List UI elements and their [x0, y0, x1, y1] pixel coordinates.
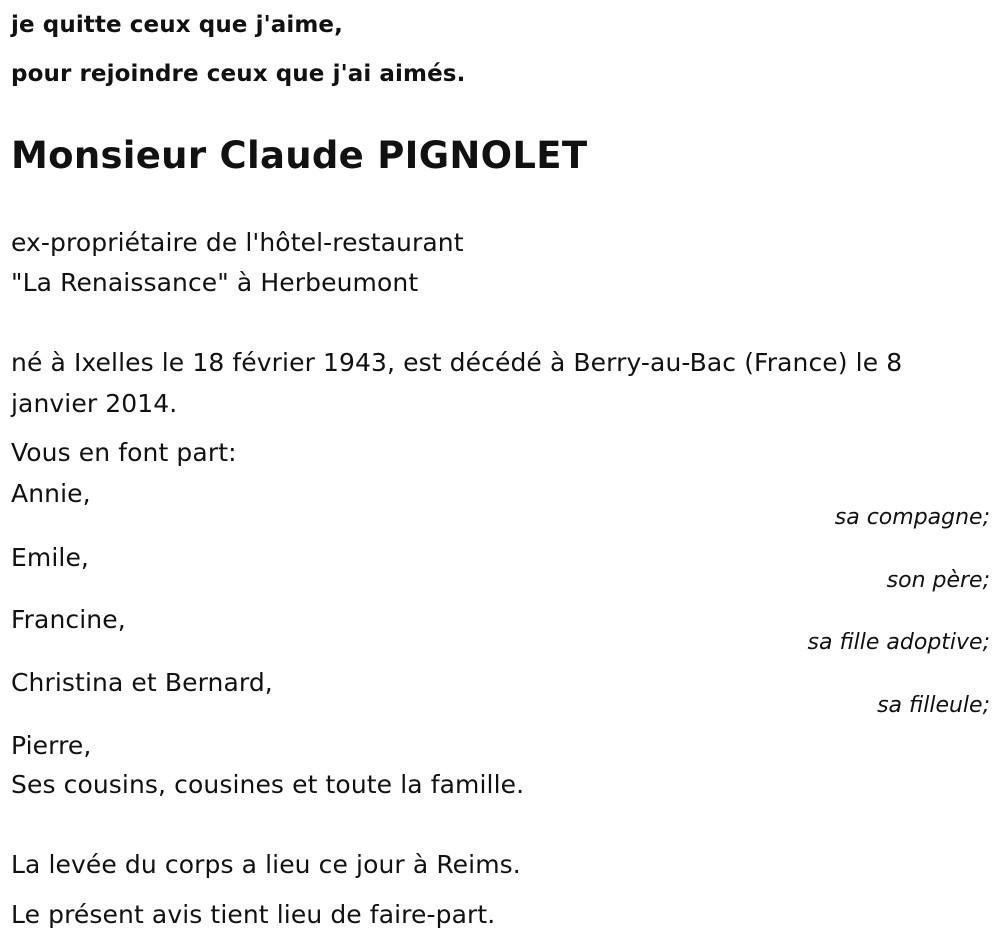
relative-name: Francine, — [11, 605, 126, 634]
family-line: Ses cousins, cousines et toute la famille. — [11, 770, 525, 799]
relative-relation: sa compagne; — [834, 505, 990, 530]
relative-relation: sa fille adoptive; — [807, 630, 990, 655]
relative-name: Christina et Bernard, — [11, 668, 273, 697]
role-line-1: ex-propriétaire de l'hôtel-restaurant — [11, 228, 464, 257]
relative-name: Emile, — [11, 543, 89, 572]
relative-name: Annie, — [11, 479, 91, 508]
birth-death-line-2: janvier 2014. — [11, 389, 178, 418]
relative-relation: sa filleule; — [877, 693, 990, 718]
deceased-name: Monsieur Claude PIGNOLET — [11, 134, 588, 177]
faire-part-notice: Le présent avis tient lieu de faire-part. — [11, 900, 496, 929]
birth-death-line-1: né à Ixelles le 18 février 1943, est décédé à Berry-au-Bac (France) le 8 — [11, 348, 903, 377]
relative-relation: son père; — [886, 568, 990, 593]
quote-line-2: pour rejoindre ceux que j'ai aimés. — [11, 61, 466, 87]
announcement-intro: Vous en font part: — [11, 438, 237, 467]
levee-notice: La levée du corps a lieu ce jour à Reims. — [11, 850, 521, 879]
role-line-2: "La Renaissance" à Herbeumont — [11, 268, 419, 297]
relative-name: Pierre, — [11, 731, 92, 760]
quote-line-1: je quitte ceux que j'aime, — [11, 12, 343, 38]
